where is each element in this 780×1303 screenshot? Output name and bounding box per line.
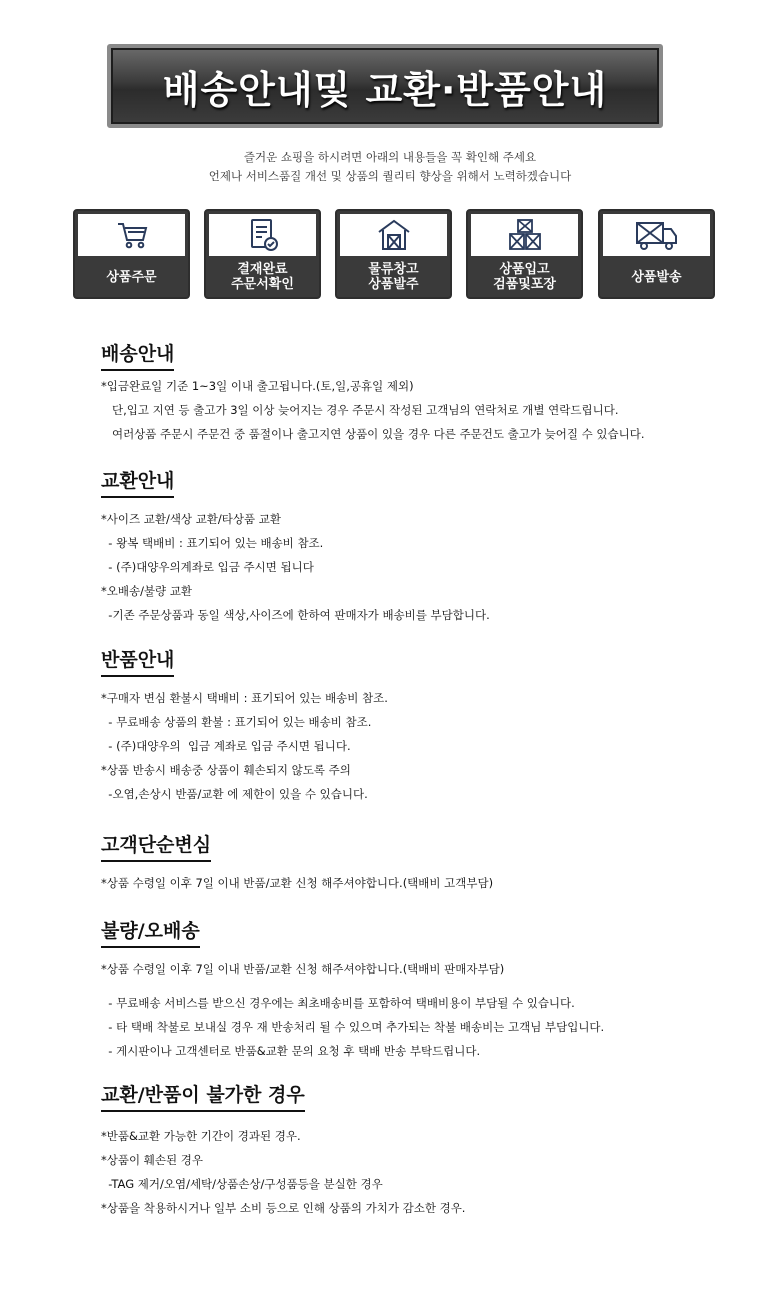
step-label: 상품주문 bbox=[106, 269, 157, 285]
section-title: 교환/반품이 불가한 경우 bbox=[101, 1082, 305, 1112]
step-label: 상품발송 bbox=[631, 269, 682, 285]
info-line: - 왕복 택배비 : 표기되어 있는 배송비 참조. bbox=[101, 536, 324, 550]
info-line: *구매자 변심 환불시 택배비 : 표기되어 있는 배송비 참조. bbox=[101, 691, 388, 705]
info-line: -TAG 제거/오염/세탁/상품손상/구성품등을 분실한 경우 bbox=[101, 1177, 383, 1191]
step-label: 상품입고 검품및포장 bbox=[493, 262, 556, 292]
info-line: *상품이 훼손된 경우 bbox=[101, 1153, 203, 1167]
info-line: 단,입고 지연 등 출고가 3일 이상 늦어지는 경우 주문시 작성된 고객님의 연락처로 개별 연락드립니다. bbox=[101, 403, 619, 417]
header-banner bbox=[107, 44, 663, 128]
step-label: 결재완료 주문서확인 bbox=[231, 262, 294, 292]
section-title: 반품안내 bbox=[101, 647, 174, 677]
order-process-steps bbox=[73, 209, 715, 299]
step-order bbox=[73, 209, 190, 299]
step-label: 물류창고 상품발주 bbox=[368, 262, 419, 292]
section-shipping bbox=[101, 341, 644, 446]
truck-icon bbox=[635, 217, 679, 253]
section-title: 배송안내 bbox=[101, 341, 174, 371]
info-line: *사이즈 교환/색상 교환/타상품 교환 bbox=[101, 512, 281, 526]
section-not-allowed bbox=[101, 1082, 465, 1220]
info-line: -기존 주문상품과 동일 색상,사이즈에 한하여 판매자가 배송비를 부담합니다. bbox=[101, 608, 490, 622]
section-change-of-mind bbox=[101, 832, 493, 895]
info-line: *반품&교환 가능한 기간이 경과된 경우. bbox=[101, 1129, 301, 1143]
info-line: - 무료배송 서비스를 받으신 경우에는 최초배송비를 포함하여 택배비용이 부담될 수 있습니다. bbox=[101, 996, 575, 1010]
section-defect bbox=[101, 918, 604, 1063]
info-line: -오염,손상시 반품/교환 에 제한이 있을 수 있습니다. bbox=[101, 787, 368, 801]
warehouse-icon bbox=[376, 217, 412, 253]
spacer bbox=[101, 981, 604, 991]
section-title: 교환안내 bbox=[101, 468, 174, 498]
info-line: *상품 수령일 이후 7일 이내 반품/교환 신청 해주셔야합니다.(택배비 판매자부담) bbox=[101, 962, 505, 976]
info-line: *입금완료일 기준 1~3일 이내 출고됩니다.(토,일,공휴일 제외) bbox=[101, 379, 414, 393]
boxes-icon bbox=[507, 217, 543, 253]
document-check-icon bbox=[245, 217, 281, 253]
info-line: *상품 수령일 이후 7일 이내 반품/교환 신청 해주셔야합니다.(택배비 고객부담) bbox=[101, 876, 494, 890]
section-exchange bbox=[101, 468, 490, 627]
info-line: *상품을 착용하시거나 일부 소비 등으로 인해 상품의 가치가 감소한 경우. bbox=[101, 1201, 466, 1215]
info-line: *상품 반송시 배송중 상품이 훼손되지 않도록 주의 bbox=[101, 763, 351, 777]
info-line: 여러상품 주문시 주문건 중 품절이나 출고지연 상품이 있을 경우 다른 주문건도 출고가 늦어질 수 있습니다. bbox=[101, 427, 645, 441]
section-title: 불량/오배송 bbox=[101, 918, 200, 948]
info-line: *오배송/불량 교환 bbox=[101, 584, 193, 598]
step-dispatch bbox=[598, 209, 715, 299]
intro-text bbox=[0, 148, 780, 186]
section-title: 고객단순변심 bbox=[101, 832, 211, 862]
intro-line: 언제나 서비스품질 개선 및 상품의 퀄리티 향상을 위해서 노력하겠습니다 bbox=[208, 169, 572, 183]
section-return bbox=[101, 647, 388, 806]
info-line: - 무료배송 상품의 환불 : 표기되어 있는 배송비 참조. bbox=[101, 715, 372, 729]
info-line: - 타 택배 착불로 보내실 경우 재 반송처리 될 수 있으며 추가되는 착불 배송비는 고객님 부담입니다. bbox=[101, 1020, 605, 1034]
info-line: - (주)대양우의계좌로 입금 주시면 됩니다 bbox=[101, 560, 314, 574]
step-payment bbox=[204, 209, 321, 299]
info-line: - (주)대양우의 입금 계좌로 입금 주시면 됩니다. bbox=[101, 739, 351, 753]
banner-title: 배송안내및 교환·반품안내 bbox=[162, 67, 608, 112]
step-inspection bbox=[466, 209, 583, 299]
cart-icon bbox=[114, 217, 150, 253]
intro-line: 즐거운 쇼핑을 하시려면 아래의 내용들을 꼭 확인해 주세요 bbox=[243, 150, 537, 164]
info-line: - 게시판이나 고객센터로 반품&교환 문의 요청 후 택배 반송 부탁드립니다. bbox=[101, 1044, 481, 1058]
step-warehouse bbox=[335, 209, 452, 299]
